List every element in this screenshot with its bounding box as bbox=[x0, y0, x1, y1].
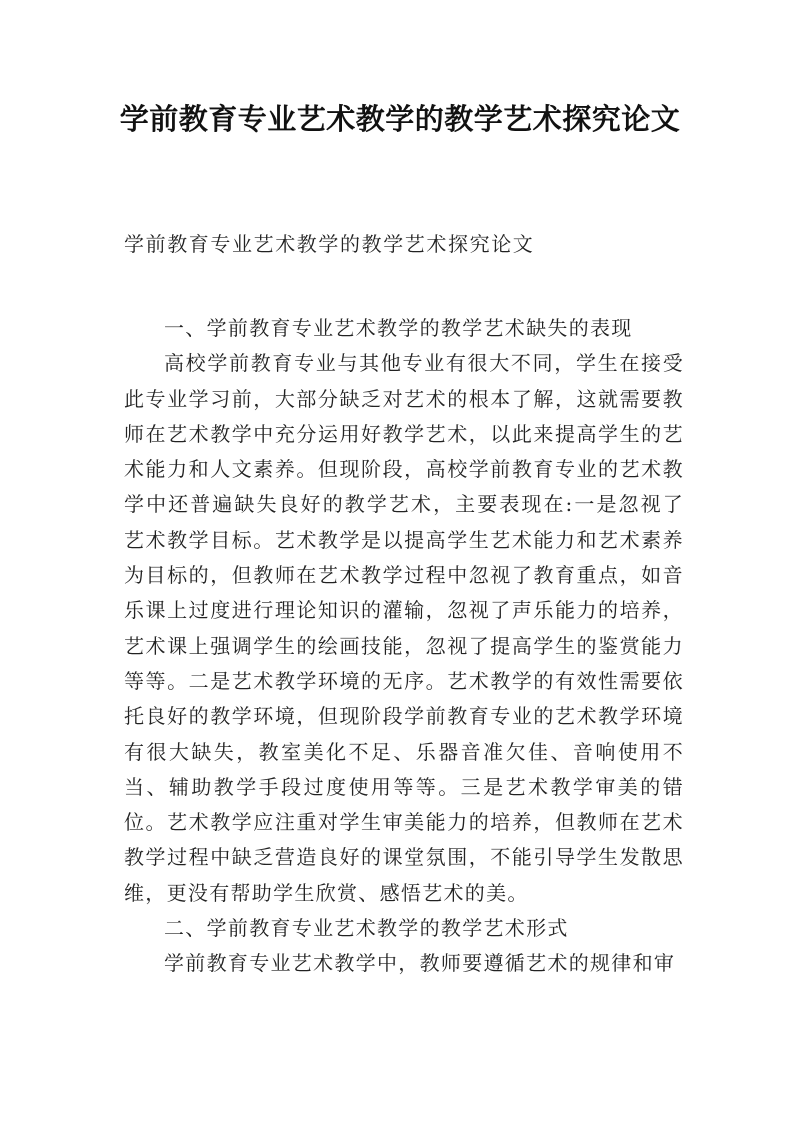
document-subtitle: 学前教育专业艺术教学的教学艺术探究论文 bbox=[124, 232, 535, 256]
section-heading-1: 一、学前教育专业艺术教学的教学艺术缺失的表现 bbox=[164, 316, 633, 340]
body-paragraph-2: 学前教育专业艺术教学中，教师要遵循艺术的规律和审 bbox=[164, 951, 676, 976]
document-body bbox=[124, 311, 684, 982]
section-heading-2: 二、学前教育专业艺术教学的教学艺术形式 bbox=[164, 916, 569, 941]
document-title: 学前教育专业艺术教学的教学艺术探究论文 bbox=[119, 102, 681, 136]
body-paragraph-1: 高校学前教育专业与其他专业有很大不同，学生在接受此专业学习前，大部分缺乏对艺术的根本了解，这就需要教师在艺术教学中充分运用好教学艺术，以此来提高学生的艺术能力和人文素养。但现阶段，高校学前教育专业的艺术教学中还普遍缺失良好的教学艺术，主要表现在:一是忽视了艺术教学目标。艺术教学是以提高学生艺术能力和艺术素养为目标的，但教师在艺术教学过程中忽视了教育重点，如音乐课上过度进行理论知识的灌输，忽视了声乐能力的培养，艺术课上强调学生的绘画技能，忽视了提高学生的鉴赏能力等等。二是艺术教学环境的无序。艺术教学的有效性需要依托良好的教学环境，但现阶段学前教育专业的艺术教学环境有很大缺失，教室美化不足、乐器音准欠佳、音响使用不当、辅助教学手段过度使用等等。三是艺术教学审美的错位。艺术教学应注重对学生审美能力的培养，但教师在艺术教学过程中缺乏营造良好的课堂氛围，不能引导学生发散思维，更没有帮助学生欣赏、感悟艺术的美。 bbox=[124, 351, 684, 905]
